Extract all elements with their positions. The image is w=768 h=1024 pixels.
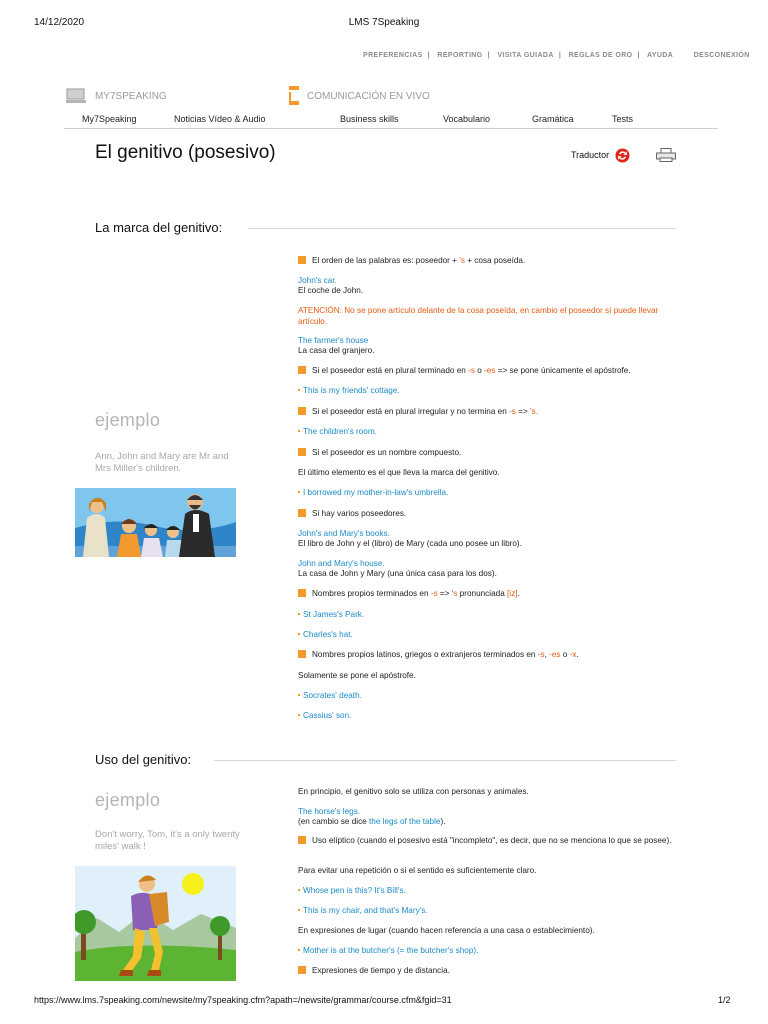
translator-label[interactable]: Traductor <box>571 150 610 160</box>
tab-tests[interactable]: Tests <box>612 114 634 124</box>
link-reporting[interactable]: REPORTING <box>437 52 483 59</box>
link-visita-guiada[interactable]: VISITA GUIADA <box>497 52 554 59</box>
bullet-dot <box>298 714 300 716</box>
example-en: The horse's legs. <box>298 807 361 816</box>
rule-compound: Si el poseedor es un nombre compuesto. <box>298 448 684 459</box>
heading-rule <box>248 228 676 229</box>
tab-business-skills[interactable]: Business skills <box>340 114 399 124</box>
example-es: El coche de John. <box>298 286 364 295</box>
family-illustration <box>75 488 236 557</box>
rule-elliptic: Uso elíptico (cuando el posesivo está "incompleto", es decir, que no se menciona lo que se posee). <box>298 836 672 847</box>
example-es: El libro de John y el (libro) de Mary (cada uno posee un libro). <box>298 539 522 548</box>
example-en: This is my chair, and that's Mary's. <box>298 906 684 917</box>
bullet-dot <box>298 430 300 432</box>
rule-classical-names: Nombres propios latinos, griegos o extranjeros terminados en -s, -es o -x. <box>298 650 684 661</box>
heading-marca-genitivo: La marca del genitivo: <box>95 220 223 235</box>
explanation: Para evitar una repetición o si el sentido es suficientemente claro. <box>298 866 537 875</box>
example-title: ejemplo <box>95 410 161 430</box>
rule-several-owners: Si hay varios poseedores. <box>298 509 684 520</box>
hiker-illustration <box>75 866 236 981</box>
page-title: El genitivo (posesivo) <box>95 142 276 163</box>
example-en: The farmer's house <box>298 336 369 345</box>
example-en: St James's Park. <box>298 610 684 621</box>
example-en: John's car. <box>298 276 337 285</box>
bullet-square <box>298 650 306 658</box>
rule-plural-irregular: Si el poseedor está en plural irregular y no termina en -s => 's. <box>298 407 684 418</box>
example-en: I borrowed my mother-in-law's umbrella. <box>298 488 684 499</box>
example-title: ejemplo <box>95 790 161 810</box>
explanation: En principio, el genitivo solo se utiliza con personas y animales. <box>298 787 529 796</box>
example-en: Whose pen is this? It's Bill's. <box>298 886 684 897</box>
bullet-dot <box>298 389 300 391</box>
rule-plural-s: Si el poseedor está en plural terminado en -s o -es => se pone únicamente el apóstrofe. <box>298 366 684 377</box>
bullet-square <box>298 407 306 415</box>
link-desconexion[interactable]: DESCONEXIÓN <box>693 52 750 59</box>
bullet-square <box>298 448 306 456</box>
heading-rule <box>214 760 676 761</box>
example-en: John and Mary's house. <box>298 559 385 568</box>
tab-vocabulario[interactable]: Vocabulario <box>443 114 491 124</box>
print-title: LMS 7Speaking <box>348 17 420 28</box>
section-comunicacion[interactable]: COMUNICACIÓN EN VIVO <box>307 91 430 102</box>
translator-icon[interactable] <box>615 148 630 168</box>
link-ayuda[interactable]: AYUDA <box>646 52 674 59</box>
heading-uso-genitivo: Uso del genitivo: <box>95 752 192 767</box>
rule-word-order: El orden de las palabras es: poseedor + 's + cosa poseída. <box>298 256 684 267</box>
tab-noticias[interactable]: Noticias Vídeo & Audio <box>174 114 266 124</box>
print-date: 14/12/2020 <box>34 17 85 28</box>
bullet-dot <box>298 949 300 951</box>
bullet-square <box>298 256 306 264</box>
bullet-dot <box>298 491 300 493</box>
warning-note: ATENCIÓN: No se pone artículo delante de la cosa poseída, en cambio el poseedor sí puede llevar artículo. <box>298 306 659 326</box>
print-url: https://www.lms.7speaking.com/newsite/my7speaking.cfm?apath=/newsite/grammar/course.cfm&fgid=31 <box>34 995 452 1005</box>
explanation: El último elemento es el que lleva la marca del genitivo. <box>298 468 500 477</box>
tab-my7speaking[interactable]: My7Speaking <box>82 114 137 124</box>
rule-proper-nouns: Nombres propios terminados en -s => 's pronunciada [iz]. <box>298 589 684 600</box>
section-my7speaking[interactable]: MY7SPEAKING <box>95 91 167 102</box>
example-en: Cassius' son. <box>298 711 684 722</box>
link-preferencias[interactable]: PREFERENCIAS <box>363 52 423 59</box>
monitor-icon <box>66 88 86 109</box>
example-contrast: (en cambio se dice the legs of the table). <box>298 817 446 826</box>
utility-links: PREFERENCIAS | REPORTING | VISITA GUIADA | REGLAS DE ORO | AYUDA DESCONEXIÓN <box>363 52 750 59</box>
bullet-dot <box>298 889 300 891</box>
example-en: The children's room. <box>298 427 684 438</box>
bullet-dot <box>298 694 300 696</box>
bullet-square <box>298 366 306 374</box>
example-en: Socrates' death. <box>298 691 684 702</box>
explanation: En expresiones de lugar (cuando hacen referencia a una casa o establecimiento). <box>298 926 595 935</box>
link-reglas-de-oro[interactable]: REGLAS DE ORO <box>568 52 633 59</box>
example-en: John's and Mary's books. <box>298 529 390 538</box>
bullet-square <box>298 836 306 844</box>
example-es: La casa de John y Mary (una única casa para los dos). <box>298 569 497 578</box>
bullet-dot <box>298 633 300 635</box>
example-es: La casa del granjero. <box>298 346 375 355</box>
bullet-square <box>298 966 306 974</box>
bullet-dot <box>298 613 300 615</box>
example-text: Ann, John and Mary are Mr and Mrs Miller's children. <box>95 451 229 474</box>
explanation: Solamente se pone el apóstrofe. <box>298 671 416 680</box>
tab-gramatica[interactable]: Gramática <box>532 114 574 124</box>
bullet-square <box>298 509 306 517</box>
print-icon[interactable] <box>656 148 676 167</box>
bullet-dot <box>298 909 300 911</box>
print-page-number: 1/2 <box>718 995 731 1005</box>
rule-time-distance: Expresiones de tiempo y de distancia. <box>298 966 684 977</box>
nav-divider <box>64 128 718 129</box>
bullet-square <box>298 589 306 597</box>
example-en: Mother is at the butcher's (= the butcher's shop). <box>298 946 684 957</box>
live-communication-icon <box>288 86 300 111</box>
example-en: Charles's hat. <box>298 630 684 641</box>
example-en: This is my friends' cottage. <box>298 386 684 397</box>
example-text: Don't worry, Tom, it's a only twenty miles' walk ! <box>95 829 240 852</box>
